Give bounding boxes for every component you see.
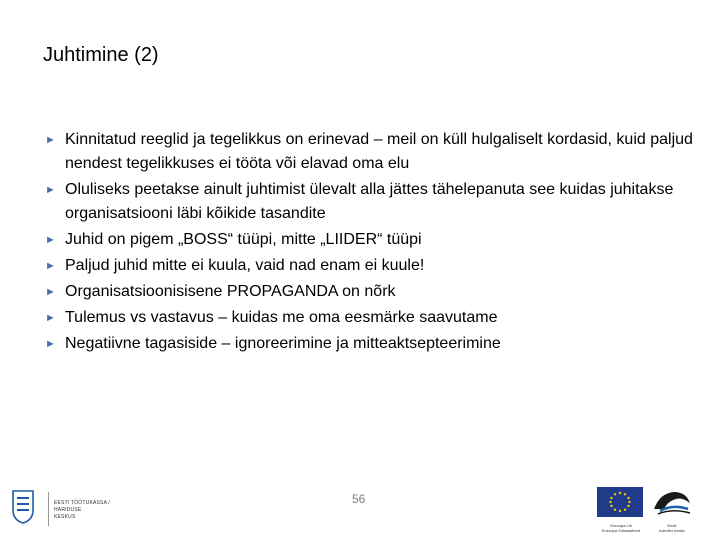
page-number: 56 xyxy=(352,492,366,506)
list-item xyxy=(45,332,695,356)
list-item xyxy=(45,228,695,252)
bullet-list xyxy=(45,128,695,358)
eu-flag-icon xyxy=(597,487,643,517)
eu-caption: Euroopa Liit Euroopa Sotsiaalfond xyxy=(601,523,641,533)
bullet-text: Oluliseks peetakse ainult juhtimist ülevalt alla jättes tähelepanuta see kuidas juhitakse organisatsiooni läbi kõikide tasandite xyxy=(65,181,674,222)
bullet-text: Organisatsioonisisene PROPAGANDA on nõrk xyxy=(65,283,396,300)
estonia-logo xyxy=(650,487,694,533)
bullet-text: Juhid on pigem „BOSS“ tüüpi, mitte „LIIDER“ tüüpi xyxy=(65,231,422,248)
bullet-text: Kinnitatud reeglid ja tegelikkus on erinevad – meil on küll hulgaliselt kordasid, kuid paljud nendest tegelikkuses ei tööta või elavad oma elu xyxy=(65,131,693,172)
slide-title: Juhtimine (2) xyxy=(43,44,159,66)
logo-divider xyxy=(48,492,49,526)
triangle-bullet-icon: ► xyxy=(45,234,56,246)
bullet-text: Tulemus vs vastavus – kuidas me oma eesmärke saavutame xyxy=(65,309,498,326)
estonian-crest-icon xyxy=(12,490,34,524)
triangle-bullet-icon: ► xyxy=(45,338,56,350)
estonia-swallow-icon xyxy=(650,487,694,517)
triangle-bullet-icon: ► xyxy=(45,184,56,196)
bullet-text: Negatiivne tagasiside – ignoreerimine ja mitteaktsepteerimine xyxy=(65,335,501,352)
list-item xyxy=(45,128,695,176)
list-item xyxy=(45,306,695,330)
triangle-bullet-icon: ► xyxy=(45,312,56,324)
list-item xyxy=(45,280,695,304)
org-name: EESTI TÖÖTUKASSA / HARIDUSE KESKUS xyxy=(54,500,111,520)
triangle-bullet-icon: ► xyxy=(45,134,56,146)
bullet-text: Paljud juhid mitte ei kuula, vaid nad enam ei kuule! xyxy=(65,257,425,274)
estonia-caption: Eesti tuleviku heaks xyxy=(659,523,685,533)
org-logo xyxy=(12,490,122,530)
eu-logo xyxy=(597,487,645,533)
list-item xyxy=(45,178,695,226)
list-item xyxy=(45,254,695,278)
triangle-bullet-icon: ► xyxy=(45,260,56,272)
triangle-bullet-icon: ► xyxy=(45,286,56,298)
